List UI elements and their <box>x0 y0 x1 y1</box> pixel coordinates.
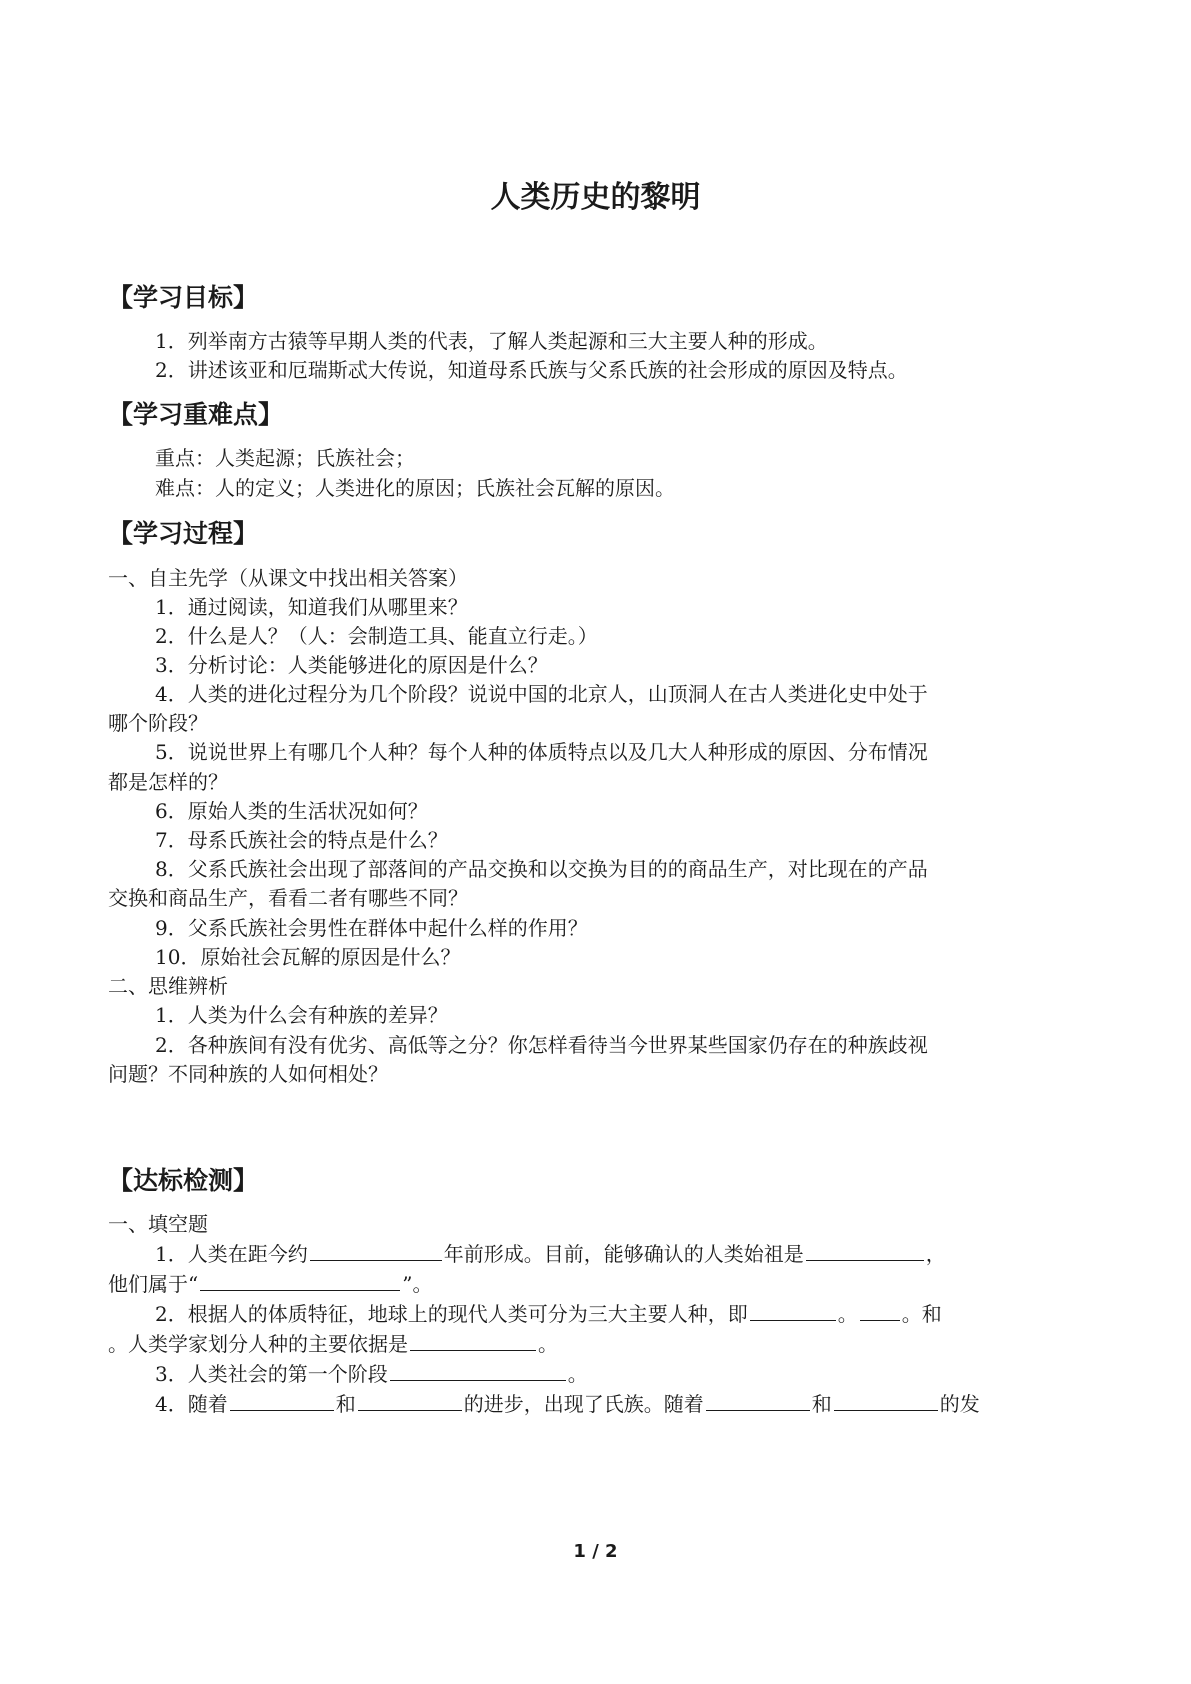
test-question-2 <box>155 1298 942 1329</box>
process-item-continued: 哪个阶段？ <box>108 711 208 735</box>
process-item: 10．原始社会瓦解的原因是什么？ <box>155 945 461 969</box>
process-item: 1．通过阅读，知道我们从哪里来？ <box>155 595 468 619</box>
test-part1-title: 一、填空题 <box>108 1212 208 1236</box>
process-item: 2．什么是人？（人：会制造工具、能直立行走。） <box>155 624 598 648</box>
section-heading-test: 【达标检测】 <box>108 1166 259 1195</box>
question-text: 。人类学家划分人种的主要依据是 <box>108 1332 408 1356</box>
question-text: ”。 <box>402 1272 433 1296</box>
answer-blank[interactable] <box>410 1328 536 1351</box>
answer-blank[interactable] <box>806 1238 924 1261</box>
process-item-continued: 都是怎样的？ <box>108 770 228 794</box>
process-item: 6．原始人类的生活状况如何？ <box>155 799 428 823</box>
section-heading-process: 【学习过程】 <box>108 519 259 548</box>
key-point-item: 重点：人类起源；氏族社会； <box>155 446 415 470</box>
process-item: 4．人类的进化过程分为几个阶段？说说中国的北京人，山顶洞人在古人类进化史中处于 <box>155 682 928 706</box>
answer-blank[interactable] <box>310 1238 442 1261</box>
question-text: 他们属于“ <box>108 1272 199 1296</box>
test-question-1-continued <box>108 1268 432 1299</box>
test-question-1 <box>155 1238 946 1269</box>
section-heading-key-points: 【学习重难点】 <box>108 400 284 429</box>
answer-blank[interactable] <box>860 1298 900 1321</box>
question-text: 1．人类在距今约 <box>155 1242 308 1266</box>
process-item: 3．分析讨论：人类能够进化的原因是什么？ <box>155 653 548 677</box>
answer-blank[interactable] <box>706 1388 810 1411</box>
question-text: 的进步，出现了氏族。随着 <box>463 1392 704 1416</box>
question-text: 的发 <box>939 1392 980 1416</box>
question-text: ， <box>925 1242 946 1266</box>
test-question-3 <box>155 1358 588 1389</box>
objective-item: 2．讲述该亚和厄瑞斯忒大传说，知道母系氏族与父系氏族的社会形成的原因及特点。 <box>155 358 908 382</box>
page-title: 人类历史的黎明 <box>490 180 701 215</box>
question-text: 2．根据人的体质特征，地球上的现代人类可分为三大主要人种，即 <box>155 1302 748 1326</box>
question-text: 。 <box>567 1362 588 1386</box>
process-item: 1．人类为什么会有种族的差异？ <box>155 1003 448 1027</box>
test-question-2-continued <box>108 1328 558 1359</box>
question-text: 和 <box>335 1392 356 1416</box>
process-part1-title: 一、自主先学（从课文中找出相关答案） <box>108 566 468 590</box>
section-heading-objectives: 【学习目标】 <box>108 283 259 312</box>
process-part2-title: 二、思维辨析 <box>108 974 228 998</box>
process-item: 2．各种族间有没有优劣、高低等之分？你怎样看待当今世界某些国家仍存在的种族歧视 <box>155 1033 928 1057</box>
process-item: 9．父系氏族社会男性在群体中起什么样的作用？ <box>155 916 588 940</box>
process-item-continued: 问题？不同种族的人如何相处？ <box>108 1062 388 1086</box>
question-text: 3．人类社会的第一个阶段 <box>155 1362 388 1386</box>
question-text: 年前形成。目前，能够确认的人类始祖是 <box>443 1242 804 1266</box>
key-point-item: 难点：人的定义；人类进化的原因；氏族社会瓦解的原因。 <box>155 476 675 500</box>
question-text: 。 <box>837 1302 858 1326</box>
answer-blank[interactable] <box>358 1388 462 1411</box>
answer-blank[interactable] <box>200 1268 400 1291</box>
test-question-4 <box>155 1388 980 1419</box>
question-text: 。和 <box>901 1302 942 1326</box>
process-item: 8．父系氏族社会出现了部落间的产品交换和以交换为目的的商品生产，对比现在的产品 <box>155 857 928 881</box>
question-text: 和 <box>811 1392 832 1416</box>
process-item: 5．说说世界上有哪几个人种？每个人种的体质特点以及几大人种形成的原因、分布情况 <box>155 740 928 764</box>
answer-blank[interactable] <box>230 1388 334 1411</box>
question-text: 。 <box>538 1332 558 1356</box>
answer-blank[interactable] <box>390 1358 566 1381</box>
objective-item: 1．列举南方古猿等早期人类的代表，了解人类起源和三大主要人种的形成。 <box>155 329 828 353</box>
answer-blank[interactable] <box>750 1298 836 1321</box>
answer-blank[interactable] <box>834 1388 938 1411</box>
page-number: 1 / 2 <box>573 1541 618 1562</box>
process-item-continued: 交换和商品生产，看看二者有哪些不同？ <box>108 886 468 910</box>
question-text: 4．随着 <box>155 1392 228 1416</box>
process-item: 7．母系氏族社会的特点是什么？ <box>155 828 448 852</box>
